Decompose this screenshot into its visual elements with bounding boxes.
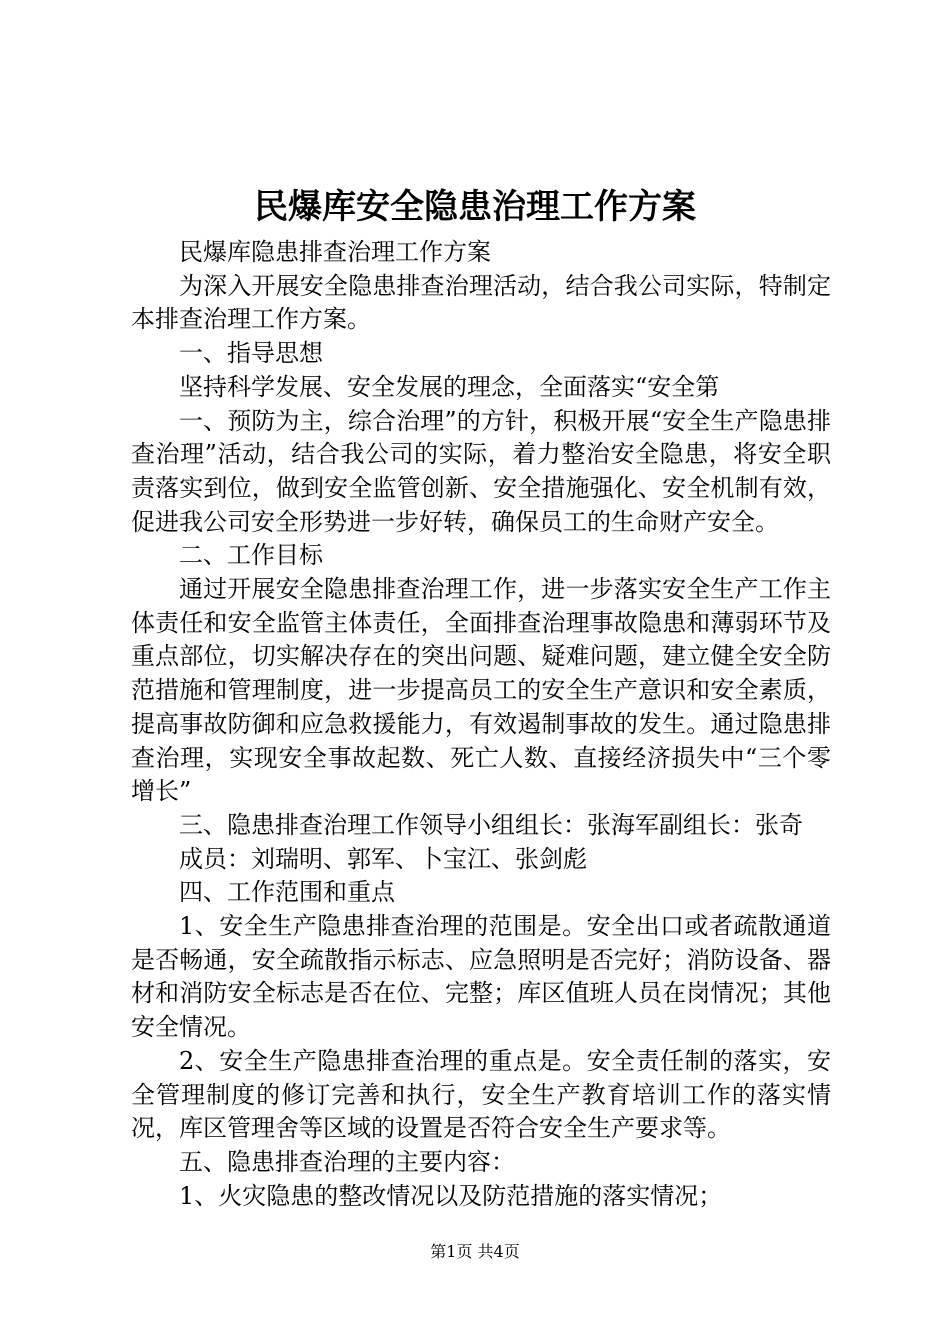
paragraph-content-1: 1、火灾隐患的整改情况以及防范措施的落实情况； bbox=[179, 1181, 723, 1210]
paragraph-guiding-1: 坚持科学发展、安全发展的理念，全面落实“安全第 bbox=[179, 372, 720, 401]
heading-main-content: 五、隐患排查治理的主要内容： bbox=[179, 1147, 515, 1176]
paragraph-members: 成员：刘瑞明、郭军、卜宝江、张剑彪 bbox=[179, 844, 587, 873]
paragraph-subtitle: 民爆库隐患排查治理工作方案 bbox=[179, 238, 491, 266]
paragraph-scope-1: 1、安全生产隐患排查治理的范围是。安全出口或者疏散通道是否畅通，安全疏散指示标志、应急照明是否完好；消防设备、器材和消防安全标志是否在位、完整；库区值班人员在岗情况；其他安全情况。 bbox=[131, 912, 831, 1042]
paragraph-work-goals: 通过开展安全隐患排查治理工作，进一步落实安全生产工作主体责任和安全监管主体责任，全面排查治理事故隐患和薄弱环节及重点部位，切实解决存在的突出问题、疑难问题，建立健全安全防范措施和管理制度，进一步提高员工的安全生产意识和安全素质，提高事故防御和应急救援能力，有效遏制事故的发生。通过隐患排查治理，实现安全事故起数、死亡人数、直接经济损失中“三个零增长” bbox=[131, 575, 831, 806]
heading-scope: 四、工作范围和重点 bbox=[179, 878, 395, 907]
heading-work-goals: 二、工作目标 bbox=[179, 541, 323, 570]
paragraph-scope-2: 2、安全生产隐患排查治理的重点是。安全责任制的落实，安全管理制度的修订完善和执行，安全生产教育培训工作的落实情况，库区管理舍等区域的设置是否符合安全生产要求等。 bbox=[131, 1046, 831, 1143]
document-body bbox=[131, 236, 831, 1213]
heading-guiding-thought: 一、指导思想 bbox=[179, 339, 323, 368]
paragraph-intro: 为深入开展安全隐患排查治理活动，结合我公司实际，特制定本排查治理工作方案。 bbox=[131, 271, 831, 334]
document-title: 民爆库安全隐患治理工作方案 bbox=[254, 187, 696, 227]
page-number-footer: 第1页 共4页 bbox=[430, 1242, 520, 1261]
paragraph-leadership-group: 三、隐患排查治理工作领导小组组长：张海军副组长：张奇 bbox=[179, 810, 803, 839]
paragraph-guiding-2: 一、预防为主，综合治理”的方针，积极开展“安全生产隐患排查治理”活动，结合我公司的实际，着力整治安全隐患，将安全职责落实到位，做到安全监管创新、安全措施强化、安全机制有效，促进我公司安全形势进一步好转，确保员工的生命财产安全。 bbox=[131, 406, 831, 536]
